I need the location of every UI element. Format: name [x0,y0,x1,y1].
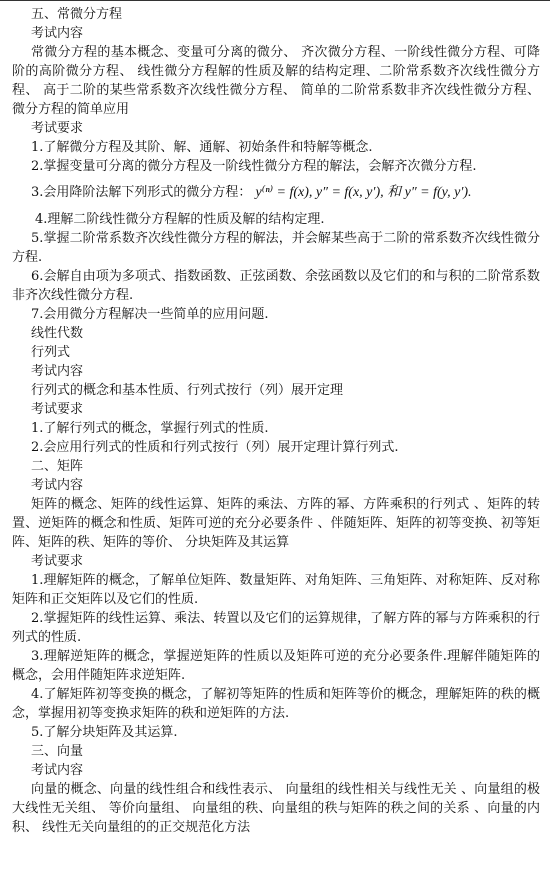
requirement-item: 1.了解行列式的概念，掌握行列式的性质. [31,421,269,436]
requirement-item: 7.会用微分方程解决一些简单的应用问题. [31,307,269,322]
exam-content-paragraph: 常微分方程的基本概念、变量可分离的微分、 齐次微分方程、一阶线性微分方程、可降阶的高阶微分方程、 线性微分方程解的性质及解的结构定理、二阶常系数齐次线性微分方程、 高于二阶的某些常系数齐次线性微分方程、 简单的二阶常系数非齐次线性微分方程、 微分方程的简单应用 [12,45,540,117]
requirement-item: 4.了解矩阵初等变换的概念，了解初等矩阵的性质和矩阵等价的概念，理解矩阵的秩的概念，掌握用初等变换求矩阵的秩和逆矩阵的方法. [12,687,540,721]
subsection-heading: 考试要求 [31,554,84,569]
requirement-item: 5.了解分块矩阵及其运算. [31,725,178,740]
requirement-item: 6.会解自由项为多项式、指数函数、正弦函数、余弦函数以及它们的和与积的二阶常系数非齐次线性微分方程. [12,269,540,303]
subsection-heading: 考试内容 [31,364,84,379]
requirement-item: 5.掌握二阶常系数齐次线性微分方程的解法，并会解某些高于二阶的常系数齐次线性微分方程. [12,231,540,265]
subsection-heading: 考试内容 [31,763,84,778]
requirement-item: 2.会应用行列式的性质和行列式按行（列）展开定理计算行列式. [31,440,399,455]
subsection-heading: 考试内容 [31,478,84,493]
subsection-heading: 考试内容 [31,26,84,41]
section-heading: 五、常微分方程 [31,7,123,22]
requirement-item: 2.掌握矩阵的线性运算、乘法、转置以及它们的运算规律，了解方阵的幂与方阵乘积的行列式的性质. [12,611,540,645]
exam-content-paragraph: 行列式的概念和基本性质、行列式按行（列）展开定理 [31,383,344,398]
subsection-heading: 考试要求 [31,402,84,417]
requirement-item: 4.理解二阶线性微分方程解的性质及解的结构定理. [35,212,325,227]
section-heading: 行列式 [31,345,71,360]
requirement-item: 3.理解逆矩阵的概念，掌握逆矩阵的性质以及矩阵可逆的充分必要条件.理解伴随矩阵的概念，会用伴随矩阵求逆矩阵. [12,649,540,683]
part-title: 线性代数 [31,326,84,341]
section-heading: 二、矩阵 [31,459,84,474]
requirement-item [12,180,540,206]
top-rule [0,0,550,1]
document-body [12,5,540,837]
section-heading: 三、向量 [31,744,84,759]
exam-content-paragraph: 矩阵的概念、矩阵的线性运算、矩阵的乘法、方阵的幂、方阵乘积的行列式 、矩阵的转置、逆矩阵的概念和性质、矩阵可逆的充分必要条件 、伴随矩阵、矩阵的初等变换、初等矩阵、矩阵的秩、矩阵的等价、 分块矩阵及其运算 [12,497,540,550]
requirement-item: 2.掌握变量可分离的微分方程及一阶线性微分方程的解法，会解齐次微分方程. [31,159,477,174]
subsection-heading: 考试要求 [31,121,84,136]
requirement-item: 1.理解矩阵的概念，了解单位矩阵、数量矩阵、对角矩阵、三角矩阵、对称矩阵、反对称矩阵和正交矩阵以及它们的性质. [12,573,540,607]
math-formula: y⁽ⁿ⁾ = f(x), y″ = f(x, y′), 和 y″ = f(y, y′). [255,185,472,200]
requirement-item: 1.了解微分方程及其阶、解、通解、初始条件和特解等概念. [31,140,373,155]
exam-content-paragraph: 向量的概念、向量的线性组合和线性表示、 向量组的线性相关与线性无关 、向量组的极大线性无关组、 等价向量组、 向量组的秩、向量组的秩与矩阵的秩之间的关系 、向量的内积、 线性无关向量组的的正交规范化方法 [12,782,540,835]
requirement-text: 3.会用降阶法解下列形式的微分方程： [31,185,252,200]
